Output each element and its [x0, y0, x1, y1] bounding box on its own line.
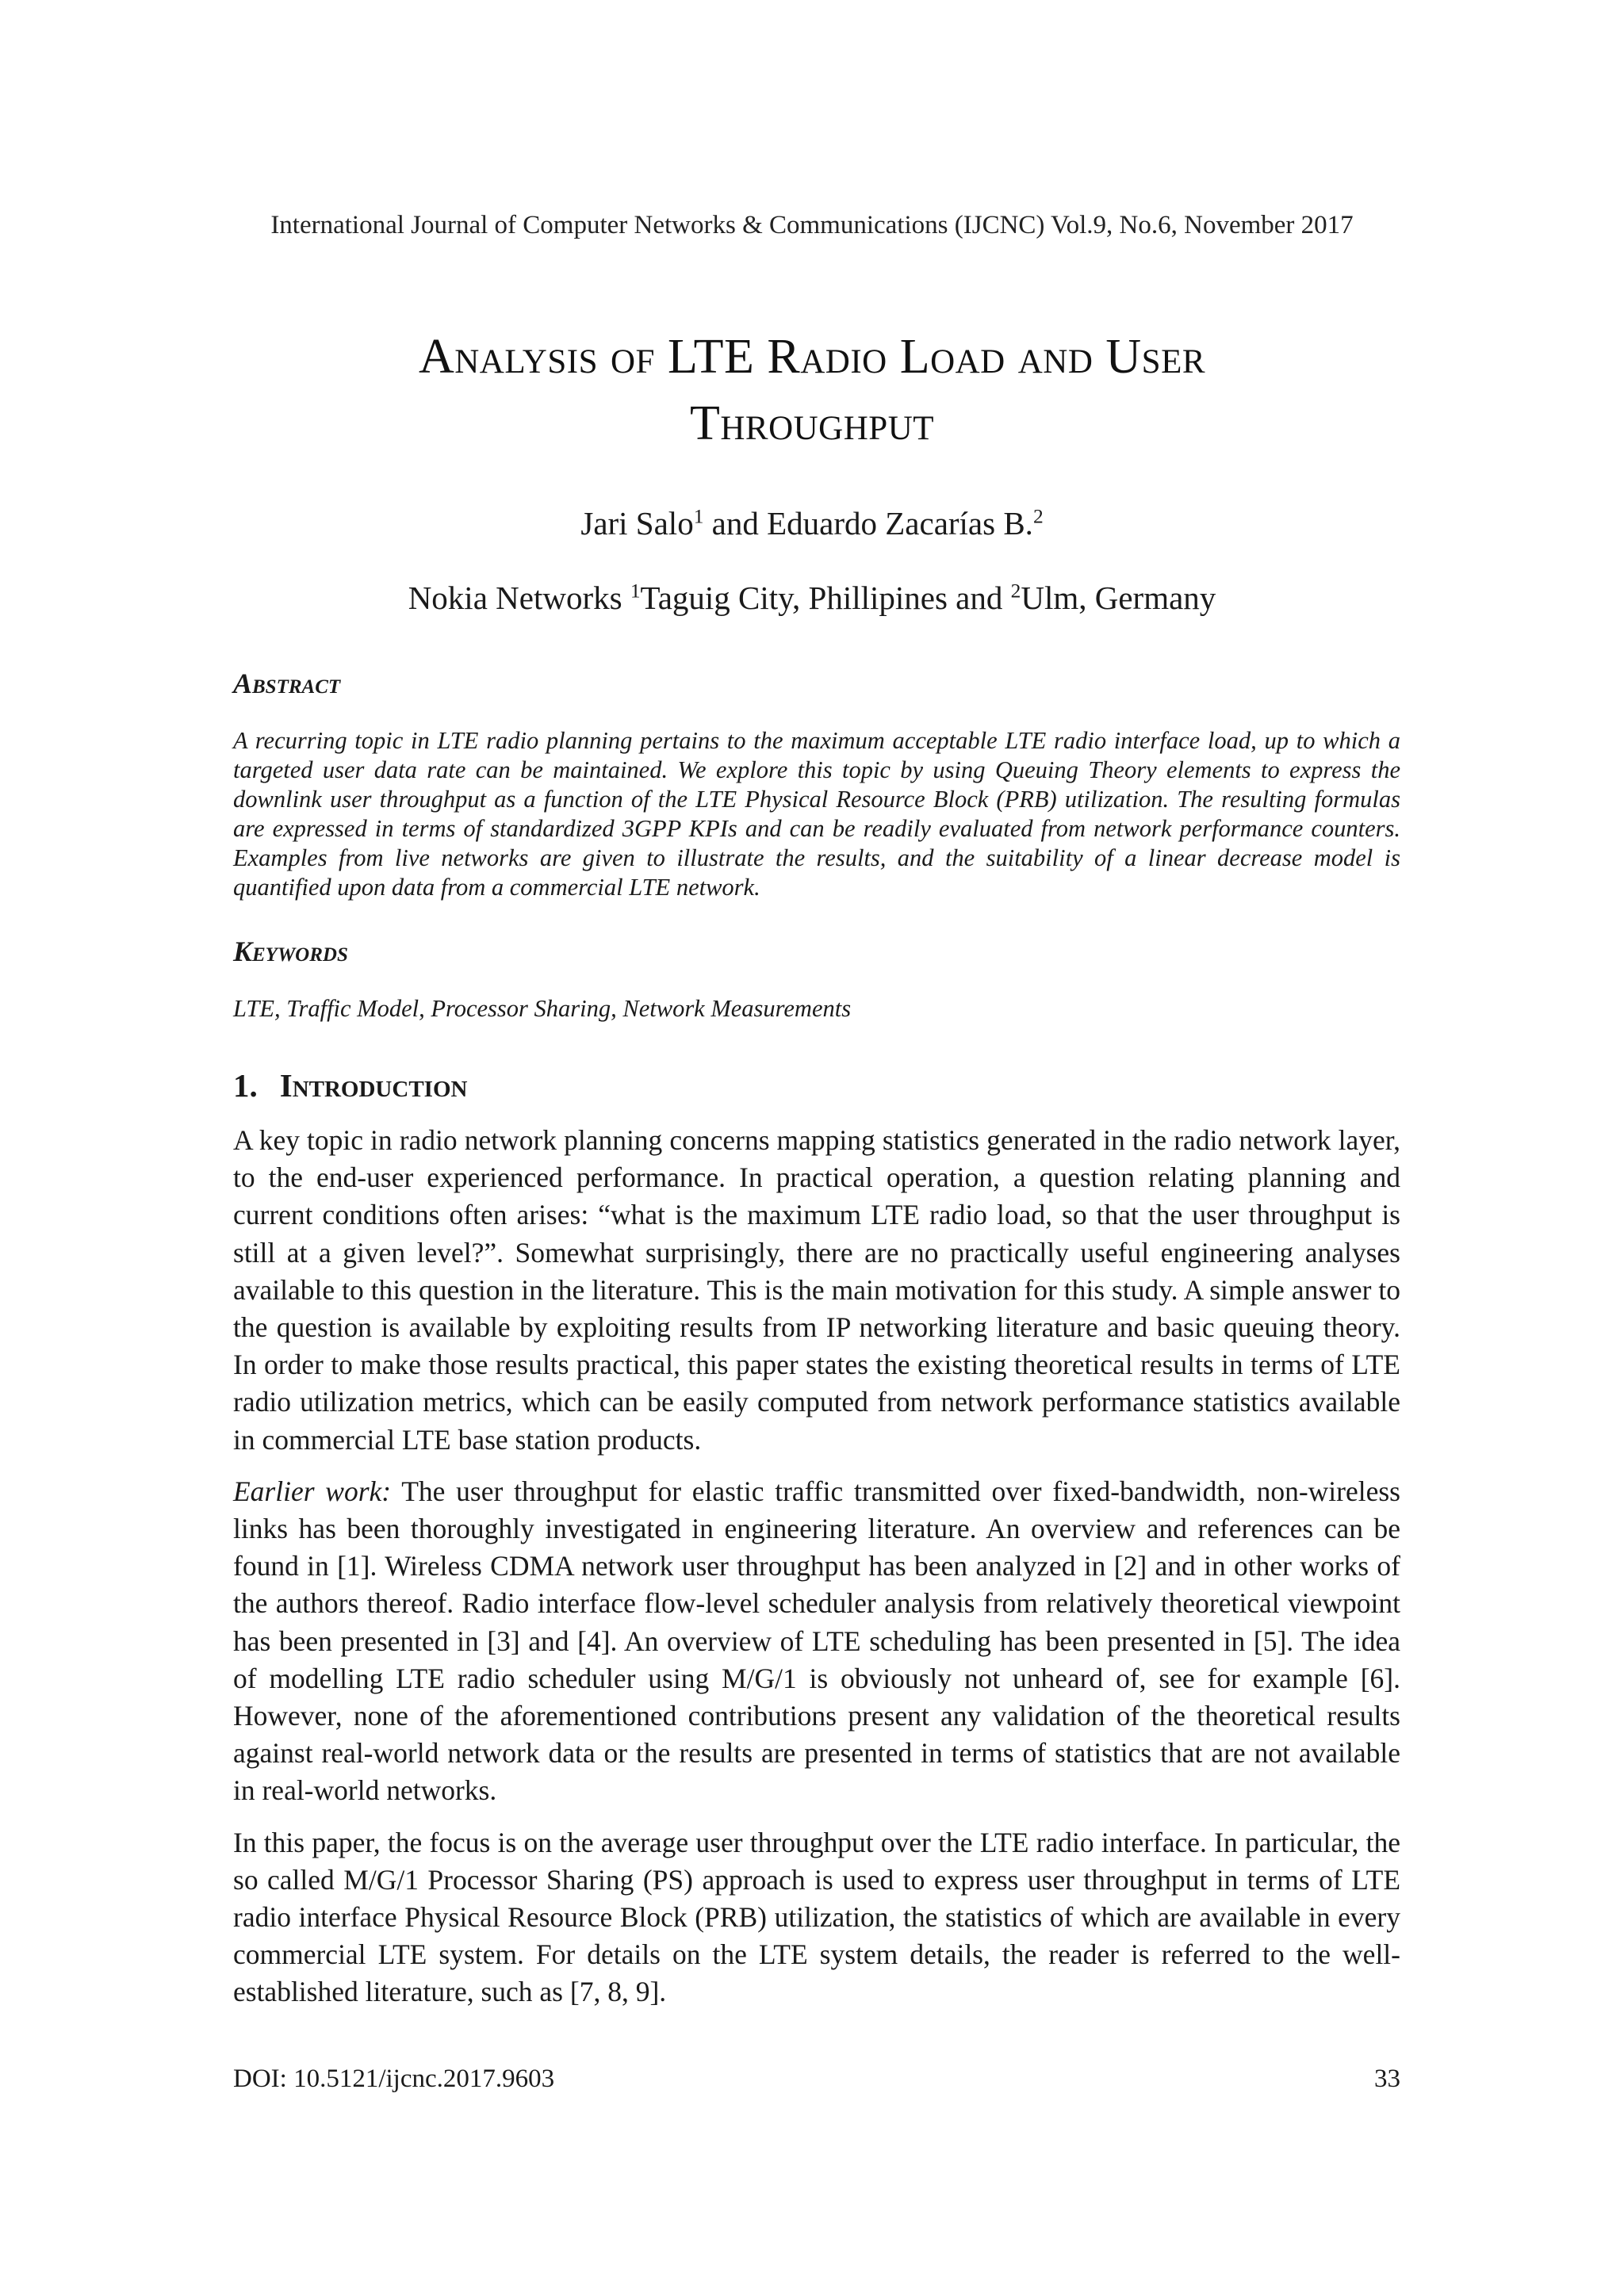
affiliation-mark: 2	[1010, 580, 1021, 603]
paper-title-line-2: Throughput	[689, 396, 935, 450]
affiliation-org: Nokia Networks	[408, 580, 630, 616]
earlier-work-paragraph	[233, 1473, 1400, 1810]
affiliation-place: Taguig City, Phillipines and	[640, 580, 1011, 616]
paper-content	[233, 664, 1400, 2026]
section-number: 1.	[233, 1067, 258, 1104]
focus-paragraph: In this paper, the focus is on the average user throughput over the LTE radio interface. In particular, the so called M/G/1 Processor Sharing (PS) approach is used to express user throughput in terms of LTE radio interface Physical Resource Block (PRB) utilization, the statistics of which are available in every commercial LTE system. For details on the LTE system details, the reader is referred to the well-established literature, such as [7, 8, 9].	[233, 1826, 1400, 2008]
doi-footer: DOI: 10.5121/ijcnc.2017.9603	[233, 2064, 555, 2093]
abstract-text: A recurring topic in LTE radio planning pertains to the maximum acceptable LTE radio interface load, up to which a targeted user data rate can be maintained. We explore this topic by using Queuing Theory elements to express the downlink user throughput as a function of the LTE Physical Resource Block (PRB) utilization. The resulting formulas are expressed in terms of standardized 3GPP KPIs and can be readily evaluated from network performance counters. Examples from live networks are given to illustrate the results, and the suitability of a linear decrease model is quantified upon data from a commercial LTE network.	[233, 727, 1400, 901]
intro-paragraph: A key topic in radio network planning concerns mapping statistics generated in the radio network layer, to the end-user experienced performance. In practical operation, a question relating planning and current conditions often arises: “what is the maximum LTE radio load, so that the user throughput is still at a given level?”. Somewhat surprisingly, there are no practically useful engineering analyses available to this question in the literature. This is the main motivation for this study. A simple answer to the question is available by exploiting results from IP networking literature and basic queuing theory. In order to make those results practical, this paper states the existing theoretical results in terms of LTE radio utilization metrics, which can be easily computed from network performance statistics available in commercial LTE base station products.	[233, 1124, 1400, 1456]
page-number: 33	[1374, 2064, 1400, 2093]
paper-title	[206, 323, 1418, 457]
affiliation-mark: 1	[630, 580, 641, 603]
section-title: Introduction	[279, 1067, 468, 1104]
affiliation-mark: 1	[693, 505, 704, 528]
paper-title-line-1: Analysis of LTE Radio Load and User	[418, 330, 1206, 384]
affiliation-mark: 2	[1032, 505, 1044, 528]
journal-header: International Journal of Computer Networks & Communications (IJCNC) Vol.9, No.6, November 2017	[270, 211, 1354, 239]
author-name: Jari Salo	[580, 505, 694, 541]
abstract-heading: Abstract	[233, 668, 341, 699]
affiliation-line	[0, 576, 1624, 620]
introduction-heading	[233, 1065, 1400, 1106]
author-name: Eduardo Zacarías B.	[767, 505, 1033, 541]
author-list	[0, 501, 1624, 545]
paragraph-body: The user throughput for elastic traffic transmitted over fixed-bandwidth, non-wireless links has been thoroughly investigated in engineering literature. An overview and references can be found in [1]. Wireless CDMA network user throughput has been analyzed in [2] and in other works of the authors thereof. Radio interface flow-level scheduler analysis from relatively theoretical viewpoint has been presented in [3] and [4]. An overview of LTE scheduling has been presented in [5]. The idea of modelling LTE radio scheduler using M/G/1 is obviously not unheard of, see for example [6]. However, none of the aforementioned contributions present any validation of the theoretical results against real-world network data or the results are presented in terms of statistics that are not available in real-world networks.	[233, 1475, 1400, 1807]
keywords-text: LTE, Traffic Model, Processor Sharing, Network Measurements	[233, 995, 852, 1022]
keywords-heading: Keywords	[233, 936, 348, 967]
affiliation-place: Ulm, Germany	[1021, 580, 1216, 616]
author-joiner: and	[703, 505, 768, 541]
paragraph-lead: Earlier work:	[233, 1475, 392, 1507]
